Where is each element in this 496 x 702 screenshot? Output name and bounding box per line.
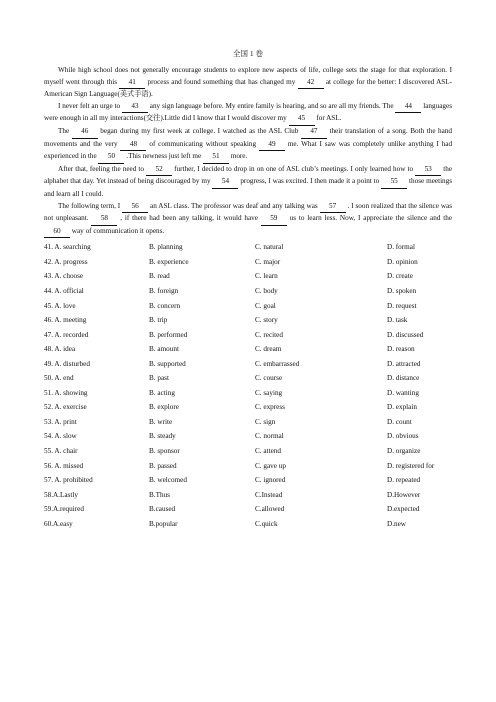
- option-a: 42. A. progress: [44, 257, 88, 266]
- blank-50: 50: [98, 151, 124, 164]
- option-a: 46. A. meeting: [44, 316, 87, 325]
- option-c: C. recited: [255, 330, 283, 339]
- blank-55: 55: [381, 176, 407, 189]
- passage-text: at college for the better: I discovered ASL-American Sign Language(美式手语).: [44, 77, 453, 99]
- option-row: [44, 299, 452, 314]
- option-c: C. gave up: [255, 461, 286, 470]
- option-row: [44, 342, 452, 357]
- passage-text: more.: [230, 152, 248, 161]
- option-b: B. concern: [149, 301, 181, 310]
- option-b: B. passed: [149, 461, 177, 470]
- option-d: D. create: [387, 272, 413, 281]
- passage-text: process and found something that has changed my: [147, 77, 296, 86]
- option-d: D.expected: [387, 505, 420, 514]
- option-d: D. organize: [387, 446, 421, 455]
- option-a: 57. A. prohibited: [44, 476, 93, 485]
- option-a: 55. A. chair: [44, 446, 78, 455]
- option-d: D. spoken: [387, 286, 417, 295]
- passage-text: the alphabet that day. Yet instead of being discouraged by my: [44, 164, 453, 186]
- option-row: [44, 313, 452, 328]
- option-row: [44, 284, 452, 299]
- option-row: [44, 371, 452, 386]
- option-d: D. formal: [387, 243, 415, 252]
- passage-paragraph: [44, 65, 452, 101]
- option-b: B.Thus: [149, 490, 170, 499]
- passage: [44, 65, 452, 238]
- passage-text: I never felt an urge to: [58, 101, 121, 110]
- option-row: [44, 488, 452, 503]
- passage-text: us to learn less. Now, I appreciate the silence and the: [289, 214, 453, 223]
- option-d: D. obvious: [387, 432, 419, 441]
- option-a: 48. A. idea: [44, 345, 76, 354]
- passage-paragraph: [44, 201, 452, 239]
- option-b: B. explore: [149, 403, 179, 412]
- option-b: B.popular: [149, 519, 178, 528]
- option-d: D. opinion: [387, 257, 418, 266]
- option-a: 59.A.required: [44, 505, 84, 514]
- option-b: B. supported: [149, 359, 186, 368]
- option-c: C. express: [255, 403, 285, 412]
- option-b: B. sponsor: [149, 446, 180, 455]
- option-a: 45. A. love: [44, 301, 76, 310]
- option-b: B. planning: [149, 243, 183, 252]
- option-b: B. read: [149, 272, 170, 281]
- option-a: 44. A. official: [44, 286, 84, 295]
- option-a: 43. A. choose: [44, 272, 84, 281]
- passage-text: of communicating without speaking: [149, 139, 257, 148]
- option-c: C. body: [255, 286, 278, 295]
- option-b: B. trip: [149, 316, 168, 325]
- option-c: C. learn: [255, 272, 278, 281]
- option-b: B. welcomed: [149, 476, 187, 485]
- option-b: B. experience: [149, 257, 189, 266]
- option-a: 52. A. exercise: [44, 403, 87, 412]
- passage-text: began during my first week at college. I watched as the ASL Club: [100, 126, 299, 135]
- blank-47: 47: [301, 126, 327, 139]
- option-c: C. embarrassed: [255, 359, 300, 368]
- option-row: [44, 255, 452, 270]
- blank-44: 44: [395, 101, 421, 114]
- blank-60: 60: [44, 226, 70, 239]
- option-d: D. request: [387, 301, 417, 310]
- option-d: D.However: [387, 490, 421, 499]
- blank-51: 51: [203, 151, 229, 164]
- blank-54: 54: [212, 176, 238, 189]
- passage-text: me. What I saw was completely unlike anything I had experienced in the: [44, 139, 453, 161]
- blank-48: 48: [120, 139, 146, 152]
- passage-text: any sign language before. My entire family is hearing, and so are all my friends. The: [149, 101, 394, 110]
- option-c: C. goal: [255, 301, 276, 310]
- option-b: B. write: [149, 417, 173, 426]
- option-b: B. foreign: [149, 286, 179, 295]
- option-row: [44, 386, 452, 401]
- option-row: [44, 357, 452, 372]
- option-d: D. wanting: [387, 388, 419, 397]
- blank-41: 41: [119, 77, 145, 90]
- option-c: C. ignored: [255, 476, 286, 485]
- option-row: [44, 415, 452, 430]
- option-a: 50. A. end: [44, 374, 74, 383]
- option-row: [44, 444, 452, 459]
- passage-text: The: [58, 126, 70, 135]
- option-c: C. saying: [255, 388, 283, 397]
- option-c: C. sign: [255, 417, 276, 426]
- passage-paragraph: [44, 101, 452, 126]
- option-row: [44, 429, 452, 444]
- option-row: [44, 269, 452, 284]
- option-b: B.caused: [149, 505, 176, 514]
- blank-45: 45: [289, 113, 315, 126]
- blank-56: 56: [122, 201, 148, 214]
- passage-text: . I soon realized that the silence was not unpleasant.: [44, 201, 453, 223]
- option-c: C. course: [255, 374, 283, 383]
- option-d: D. reason: [387, 345, 415, 354]
- option-b: B. amount: [149, 345, 179, 354]
- blank-59: 59: [261, 213, 287, 226]
- options-table: [44, 240, 452, 531]
- passage-text: While high school does not generally encourage students to explore new aspects of life, college sets the stage for that exploration. I myself went through this: [44, 66, 452, 86]
- option-row: [44, 502, 452, 517]
- passage-paragraph: [44, 126, 452, 164]
- option-d: D. attracted: [387, 359, 421, 368]
- passage-text: languages were enough in all my interactions(交往).Little did I know that I would discover my: [44, 101, 452, 123]
- option-c: C. natural: [255, 243, 284, 252]
- passage-text: further, I decided to drop in on one of ASL club’s meetings. I only learned how to: [174, 164, 414, 173]
- option-c: C. attend: [255, 446, 281, 455]
- blank-53: 53: [415, 164, 441, 177]
- option-b: B. steady: [149, 432, 176, 441]
- passage-text: an ASL class. The professor was deaf and any talking was: [150, 201, 318, 210]
- option-c: C.Instead: [255, 490, 283, 499]
- passage-text: , if there had been any talking, it would have: [120, 214, 258, 223]
- blank-49: 49: [259, 139, 285, 152]
- blank-43: 43: [122, 101, 148, 114]
- option-row: [44, 328, 452, 343]
- blank-42: 42: [298, 77, 324, 90]
- option-d: D. task: [387, 316, 408, 325]
- option-c: C. major: [255, 257, 281, 266]
- option-a: 51. A. showing: [44, 388, 88, 397]
- option-a: 53. A. print: [44, 417, 77, 426]
- passage-text: After that, feeling the need to: [58, 164, 144, 173]
- option-a: 41. A. searching: [44, 243, 91, 252]
- option-a: 58.A.Lastly: [44, 490, 78, 499]
- option-row: [44, 459, 452, 474]
- option-c: C. normal: [255, 432, 284, 441]
- passage-paragraph: [44, 164, 452, 201]
- option-a: 56. A. missed: [44, 461, 84, 470]
- option-c: C. dream: [255, 345, 282, 354]
- passage-text: progress, I was excited. I then made it a point to: [240, 177, 380, 186]
- option-a: 54. A. slow: [44, 432, 77, 441]
- option-d: D. registered for: [387, 461, 435, 470]
- option-d: D. discussed: [387, 330, 424, 339]
- blank-58: 58: [91, 213, 117, 226]
- option-c: C. story: [255, 316, 278, 325]
- option-row: [44, 473, 452, 488]
- option-c: C.allowed: [255, 505, 285, 514]
- blank-52: 52: [146, 164, 172, 177]
- option-d: D. explain: [387, 403, 417, 412]
- document-page: [44, 48, 452, 531]
- option-d: D. count: [387, 417, 412, 426]
- passage-text: way of communication it opens.: [71, 226, 165, 235]
- option-b: B. performed: [149, 330, 188, 339]
- blank-57: 57: [320, 201, 346, 214]
- option-d: D.new: [387, 519, 406, 528]
- passage-text: for ASL.: [316, 114, 342, 123]
- passage-text: .This newness just left me: [126, 152, 202, 161]
- option-row: [44, 240, 452, 255]
- option-b: B. past: [149, 374, 169, 383]
- option-a: 60.A.easy: [44, 519, 73, 528]
- option-a: 47. A. recorded: [44, 330, 89, 339]
- passage-text: The following term, I: [58, 201, 121, 210]
- option-d: D. repeated: [387, 476, 421, 485]
- passage-text: those meetings and learn all I could.: [44, 177, 453, 198]
- page-title: 全国 1 卷: [233, 49, 263, 58]
- option-row: [44, 517, 452, 532]
- option-row: [44, 400, 452, 415]
- option-c: C.quick: [255, 519, 278, 528]
- passage-text: their translation of a song. Both the hand movements and the very: [44, 126, 453, 148]
- blank-46: 46: [72, 126, 98, 139]
- option-d: D. distance: [387, 374, 420, 383]
- option-a: 49. A. disturbed: [44, 359, 90, 368]
- option-b: B. acting: [149, 388, 175, 397]
